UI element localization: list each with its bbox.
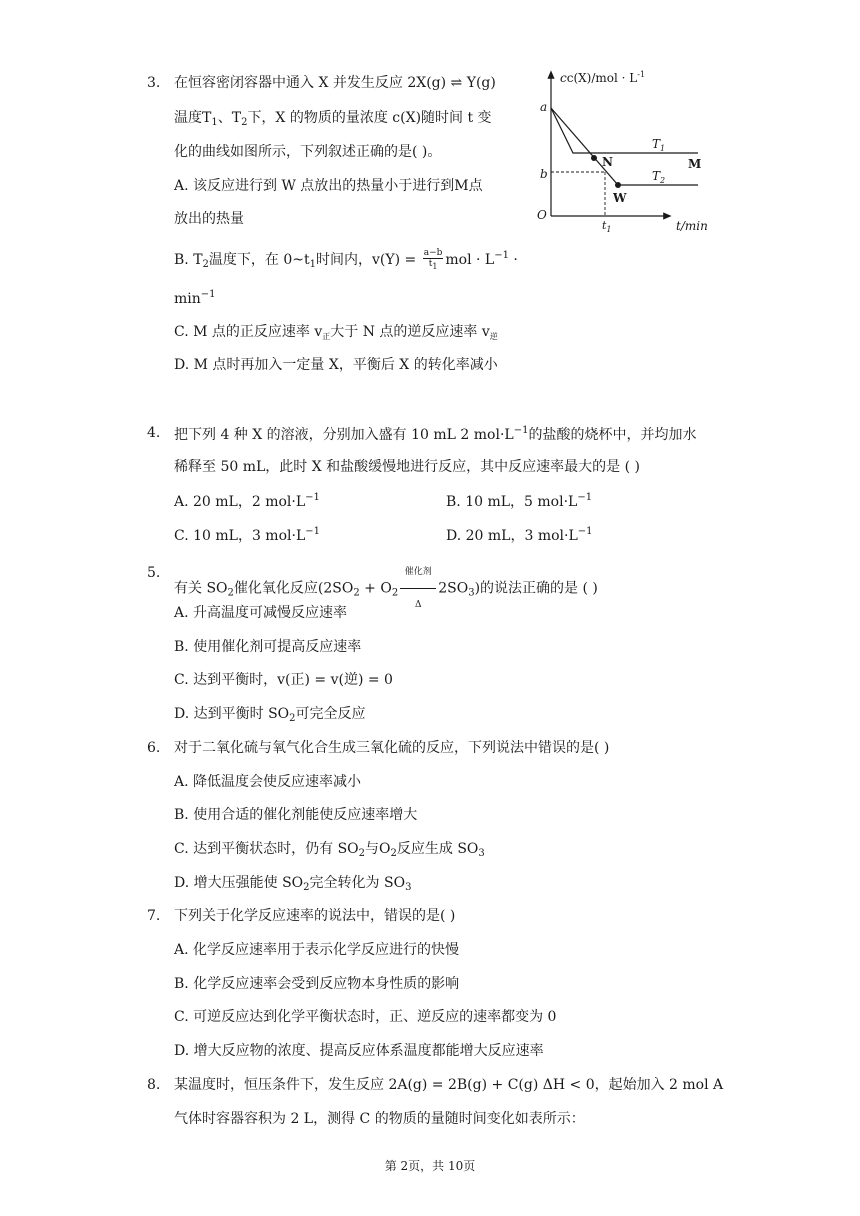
- question-stem-line: 有关 $SO_2$催化氧化反应($2SO_2 + O_2$ 催化剂 Δ $2SO_3$)的说法正确的是 ( ): [174, 558, 598, 619]
- option-d: D. 达到平衡时 $SO_2$可完全反应: [174, 706, 366, 724]
- question-number: 6.: [147, 740, 161, 756]
- x-axis-label: t/min: [676, 219, 708, 233]
- question-number: 8.: [147, 1077, 161, 1093]
- option-a: A. 降低温度会使反应速率减小: [174, 774, 362, 790]
- option-a: A. 20 mL，2 $mol\cdot L^{-1}$: [174, 492, 320, 510]
- question-number: 3.: [147, 75, 161, 91]
- question-stem-line: 下列关于化学反应速率的说法中，错误的是( ): [174, 908, 456, 924]
- question-stem-line: 气体时容器容积为 2 L，测得 C 的物质的量随时间变化如表所示：: [174, 1111, 585, 1127]
- question-stem-line: 稀释至 50 mL，此时 X 和盐酸缓慢地进行反应，其中反应速率最大的是 ( ): [174, 459, 640, 475]
- y-axis-label: $cc(X)/mol \cdot L^{-1}$: [560, 70, 646, 85]
- question-number: 5.: [147, 565, 161, 581]
- curve-t1: [551, 108, 698, 153]
- point-w: [615, 182, 621, 188]
- option-d: D. 增大反应物的浓度、提高反应体系温度都能增大反应速率: [174, 1043, 544, 1059]
- option-a: A. 化学反应速率用于表示化学反应进行的快慢: [174, 942, 460, 958]
- question-stem-line: 把下列 4 种 X 的溶液，分别加入盛有 10 mL 2 $mol\cdot L^{-1}$的盐酸的烧杯中，并均加水: [174, 425, 697, 443]
- option-d: D. M 点时再加入一定量 X，平衡后 X 的转化率减小: [174, 357, 498, 373]
- curve-t2: [551, 108, 698, 185]
- point-n: [591, 155, 597, 161]
- catalyst-arrow: 催化剂 Δ: [398, 558, 438, 619]
- question-stem-line: 温度$T_1$、$T_2$下，X 的物质的量浓度 c(X)随时间 t 变: [174, 110, 492, 128]
- question-stem-line: 某温度时，恒压条件下，发生反应 2A(g) = 2B(g) + C(g) ΔH < 0，起始加入 2 mol A: [174, 1077, 724, 1093]
- label-T1: $T_1$: [652, 137, 666, 153]
- option-b: B. 使用催化剂可提高反应速率: [174, 639, 362, 655]
- option-d: D. 增大压强能使 $SO_2$完全转化为 $SO_3$: [174, 875, 412, 893]
- option-d: D. 20 mL，3 $mol\cdot L^{-1}$: [446, 526, 593, 544]
- label-origin: O: [537, 208, 547, 222]
- label-t1: $t_1$: [602, 219, 612, 234]
- question-number: 7.: [147, 908, 161, 924]
- option-c: C. 达到平衡状态时，仍有 $SO_2$与$O_2$反应生成 $SO_3$: [174, 841, 485, 859]
- option-a: A. 该反应进行到 W 点放出的热量小于进行到M点: [174, 178, 483, 194]
- option-b-cont: $\min^{-1}$: [174, 289, 216, 307]
- option-c: C. 达到平衡时，v(正) = v(逆) = 0: [174, 672, 393, 688]
- option-c: C. M 点的正反应速率 $v_正$大于 N 点的逆反应速率 $v_逆$: [174, 324, 498, 341]
- question-stem-line: 对于二氧化硫与氧气化合生成三氧化硫的反应，下列说法中错误的是( ): [174, 740, 610, 756]
- option-c: C. 可逆反应达到化学平衡状态时，正、逆反应的速率都变为 0: [174, 1009, 557, 1025]
- page-footer: 第 2页，共 10页: [384, 1159, 476, 1173]
- concentration-time-graph: [528, 66, 718, 238]
- label-a: a: [540, 100, 548, 114]
- question-stem-line: 化的曲线如图所示，下列叙述正确的是( )。: [174, 144, 442, 160]
- option-b: B. $T_2$温度下，在 $0\sim t_1$时间内，v(Y) = $\frac{a-b}{t1}$ mol · $L^{-1}$ ·: [174, 248, 518, 272]
- option-a-cont: 放出的热量: [174, 211, 244, 227]
- option-b: B. 使用合适的催化剂能使反应速率增大: [174, 807, 418, 823]
- option-b: B. 10 mL，5 $mol\cdot L^{-1}$: [446, 492, 593, 510]
- option-c: C. 10 mL，3 $mol\cdot L^{-1}$: [174, 526, 320, 544]
- label-n: N: [602, 155, 613, 169]
- label-T2: $T_2$: [652, 169, 666, 185]
- label-w: W: [613, 191, 627, 205]
- label-m: M: [688, 157, 702, 171]
- question-stem-line: 在恒容密闭容器中通入 X 并发生反应 2X(g) ⇌ Y(g): [174, 75, 496, 91]
- option-a: A. 升高温度可减慢反应速率: [174, 605, 348, 621]
- question-number: 4.: [147, 425, 161, 441]
- option-b: B. 化学反应速率会受到反应物本身性质的影响: [174, 976, 460, 992]
- label-b: b: [540, 167, 548, 181]
